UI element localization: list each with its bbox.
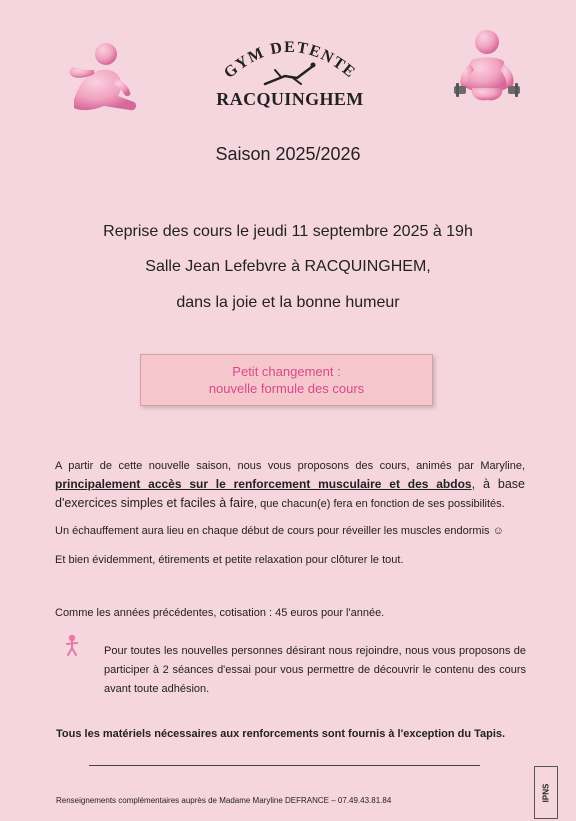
trial-paragraph: Pour toutes les nouvelles personnes désirant nous rejoindre, nous vous proposons de participer à 2 séances d'essai pour vous permettre de découvrir le contenu des cours avant toute adhésion.	[104, 645, 526, 695]
intro-middle: , à base d'exercices simples et faciles à faire	[55, 477, 525, 510]
notice-line-1: Petit changement :	[232, 364, 341, 379]
club-city: RACQUINGHEM	[216, 89, 364, 109]
pink-figure-icon	[64, 634, 80, 656]
notice-line-2: nouvelle formule des cours	[208, 381, 365, 396]
fee-paragraph: Comme les années précédentes, cotisation : 45 euros pour l'année.	[55, 607, 385, 619]
ipns-stamp	[534, 766, 558, 819]
club-logo	[190, 28, 390, 123]
announcement-mood: dans la joie et la bonne humeur	[176, 294, 400, 311]
intro-end: , que chacun(e) fera en fonction de ses possibilités.	[254, 498, 505, 510]
intro-emphasis: principalement accès sur le renforcement musculaire et des abdos	[55, 477, 472, 491]
svg-text:GYM DETENTE: GYM DETENTE	[221, 38, 360, 82]
contact-info: Renseignements complémentaires auprès de Madame Maryline DEFRANCE – 07.49.43.81.84	[56, 796, 392, 805]
announcement-date: Reprise des cours le jeudi 11 septembre 2025 à 19h	[103, 223, 473, 240]
warmup-paragraph: Un échauffement aura lieu en chaque début de cours pour réveiller les muscles endormis ☺	[55, 525, 504, 537]
ipns-label: IPNS	[541, 783, 551, 802]
season-title: Saison 2025/2026	[215, 144, 361, 164]
dumbbell-figure-icon	[452, 28, 522, 104]
announcement-location: Salle Jean Lefebvre à RACQUINGHEM,	[145, 258, 431, 275]
stretching-figure-icon	[64, 40, 138, 116]
separator-line	[89, 765, 480, 766]
intro-start: A partir de cette nouvelle saison, nous vous proposons des cours, animés par Maryline,	[55, 460, 525, 472]
stretch-paragraph: Et bien évidemment, étirements et petite relaxation pour clôturer le tout.	[55, 554, 404, 566]
gymnast-icon	[263, 62, 319, 86]
notice-box	[140, 354, 433, 406]
intro-paragraph	[55, 457, 525, 513]
materials-note: Tous les matériels nécessaires aux renforcements sont fournis à l'exception du Tapis.	[56, 728, 506, 740]
